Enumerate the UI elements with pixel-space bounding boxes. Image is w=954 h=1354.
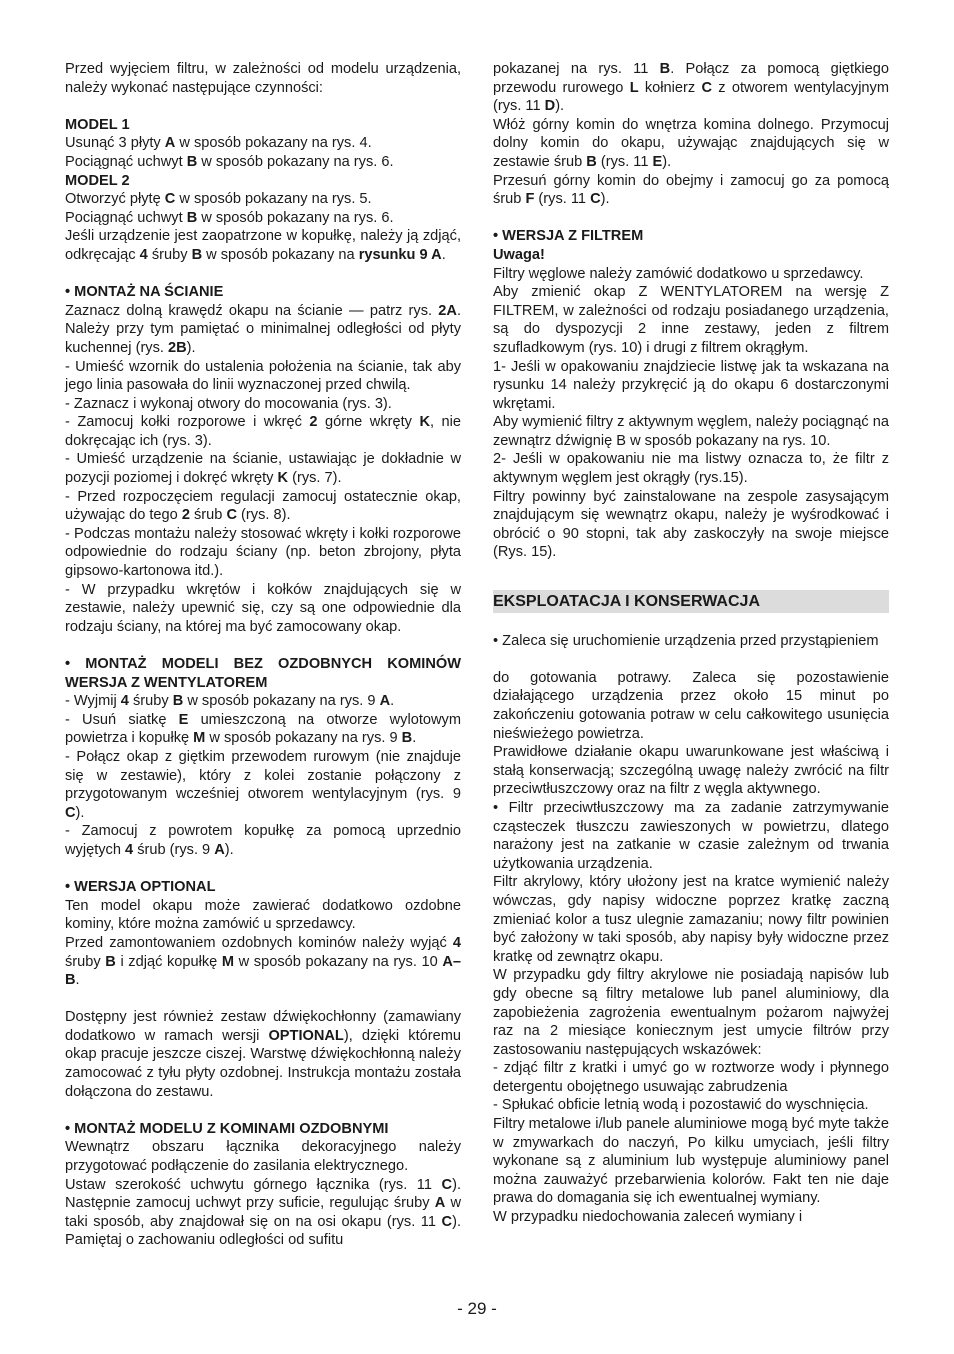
- paragraph: Pociągnąć uchwyt B w sposób pokazany na rys. 6.: [65, 153, 394, 170]
- paragraph: - Umieść urządzenie na ścianie, ustawiając je dokładnie w pozycji poziomej i dokręć wkręty K (rys. 7).: [65, 451, 461, 487]
- paragraph: • MONTAŻ MODELU Z KOMINAMI OZDOBNYMI: [65, 1120, 389, 1137]
- paragraph: Aby zmienić okap Z WENTYLATOREM na wersję Z FILTREM, w zależności od rodzaju posiadanego urządzenia, są do dyspozycji 2 inne zestawy, jeden z filtrem szufladkowym (rys. 10) i drugi z filtrem okrągłym.: [493, 284, 889, 356]
- paragraph: do gotowania potrawy. Zaleca się pozostawienie działającego urządzenia przez około 15 minut po zakończeniu gotowania potraw w celu całkowitego usunięcia nieświeżego powietrza.: [493, 669, 889, 742]
- paragraph: - Wyjmij 4 śruby B w sposób pokazany na rys. 9 A.: [65, 693, 395, 710]
- paragraph: Uwaga!: [493, 246, 545, 263]
- paragraph: - Spłukać obficie letnią wodą i pozostawić do wyschnięcia.: [493, 1097, 869, 1114]
- right-column: [493, 60, 889, 1227]
- paragraph: - Zaznacz i wykonaj otwory do mocowania (rys. 3).: [65, 395, 392, 412]
- paragraph: Przed wyjęciem filtru, w zależności od modelu urządzenia, należy wykonać następujące czynności:: [65, 61, 461, 96]
- paragraph: pokazanej na rys. 11 B. Połącz za pomocą giętkiego przewodu rurowego L kołnierz C z otworem wentylacyjnym (rys. 11 D).: [493, 61, 889, 115]
- paragraph: - Zamocuj z powrotem kopułkę za pomocą uprzednio wyjętych 4 śrub (rys. 9 A).: [65, 823, 461, 858]
- paragraph: MODEL 1: [65, 116, 130, 133]
- paragraph: • Filtr przeciwtłuszczowy ma za zadanie zatrzymywanie cząsteczek tłuszczu zawieszonych w powietrzu, dlatego narażony jest na zatkanie w czasie zależnym od trwania użytkowania urządzenia.: [493, 799, 889, 872]
- paragraph-spacer: [493, 650, 889, 669]
- paragraph: - Umieść wzornik do ustalenia położenia na ścianie, tak aby jego linia pasowała do linii wyznaczonej przed chwilą.: [65, 358, 461, 394]
- paragraph: - zdjąć filtr z kratki i umyć go w roztworze wody i płynnego detergentu obojętnego usuwając zabrudzenia: [493, 1060, 889, 1095]
- paragraph: - W przypadku wkrętów i kołków znajdujących się w zestawie, należy upewnić się, czy są one odpowiednie dla rodzaju ściany, na której ma być zamocowany okap.: [65, 581, 461, 635]
- paragraph-spacer: [65, 1101, 461, 1120]
- paragraph: Włóż górny komin do wnętrza komina dolnego. Przymocuj dolny komin do okapu, używając znajdujących się w zestawie śrub B (rys. 11 E).: [493, 116, 889, 170]
- paragraph: Filtr akrylowy, który ułożony jest na kratce wymienić należy wówczas, gdy napisy widoczne poprzez kratkę zaczną zmieniać kolor a tusz ulegnie zamazaniu; nowy filtr powinien być założony w taki sposób, aby napisy były widoczne przez kratkę od zewnątrz okapu.: [493, 874, 889, 965]
- paragraph: 2- Jeśli w opakowaniu nie ma listwy oznacza to, że filtr z aktywnym węglem jest okrągły (rys.15).: [493, 451, 889, 487]
- paragraph: • Zaleca się uruchomienie urządzenia przed przystąpieniem: [493, 632, 879, 649]
- page-number: - 29 -: [457, 1299, 497, 1318]
- paragraph: Filtry metalowe i/lub panele aluminiowe mogą być myte także w zmywarkach do naczyń, Po kilku umyciach, jeśli filtry wykonane są z aluminium lub występuje aluminiowy panel można zauważyć przebarwienia kolorów. Fakt ten nie daje prawa do domagania się ich ewentualnej wymiany.: [493, 1116, 889, 1207]
- paragraph: 1- Jeśli w opakowaniu znajdziecie listwę jak ta wskazana na rysunku 14 należy przykręcić ją do okapu 6 dostarczonymi wkrętami.: [493, 358, 889, 412]
- paragraph: - Przed rozpoczęciem regulacji zamocuj ostatecznie okap, używając do tego 2 śrub C (rys. 8).: [65, 488, 461, 524]
- paragraph-spacer: [65, 860, 461, 879]
- paragraph-spacer: [65, 97, 461, 116]
- paragraph: - Połącz okap z giętkim przewodem rurowym (nie znajduje się w zestawie), który z kolei zostanie połączony z przygotowanym wcześniej otworem wentylacyjnym (rys. 9 C).: [65, 748, 461, 821]
- paragraph: - Usuń siatkę E umieszczoną na otworze wylotowym powietrza i kopułkę M w sposób pokazany na rys. 9 B.: [65, 711, 462, 747]
- section-heading: EKSPLOATACJA I KONSERWACJA: [493, 590, 889, 613]
- paragraph-spacer: [65, 636, 461, 655]
- paragraph-spacer: [65, 990, 461, 1009]
- paragraph: • WERSJA Z FILTREM: [493, 228, 644, 245]
- left-column: [65, 60, 461, 1250]
- paragraph: Aby wymienić filtry z aktywnym węglem, należy pociągnąć na zewnątrz dźwignię B w sposób pokazany na rys. 10.: [493, 414, 889, 449]
- paragraph: Jeśli urządzenie jest zaopatrzone w kopułkę, należy ją zdjąć, odkręcając 4 śruby B w sposób pokazany na rysunku 9 A.: [65, 228, 461, 263]
- paragraph-spacer: [65, 265, 461, 284]
- paragraph: Przed zamontowaniem ozdobnych kominów należy wyjąć 4 śruby B i zdjąć kopułkę M w sposób pokazany na rys. 10 A–B.: [65, 934, 461, 989]
- paragraph: Filtry powinny być zainstalowane na zespole zasysającym znajdującym się wewnątrz okapu, należy je wyśrodkować i obrócić o 90 stopni, tak aby zaskoczyły na swoje miejsce (Rys. 15).: [493, 488, 889, 561]
- paragraph: Otworzyć płytę C w sposób pokazany na rys. 5.: [65, 191, 372, 208]
- paragraph-spacer: [493, 209, 889, 228]
- paragraph: W przypadku niedochowania zaleceń wymiany i: [493, 1209, 803, 1226]
- paragraph: Wewnątrz obszaru łącznika dekoracyjnego należy przygotować podłączenie do zasilania elektrycznego.: [65, 1139, 461, 1175]
- paragraph: Prawidłowe działanie okapu uwarunkowane jest właściwą i stałą konserwacją; szczególną uwagę należy zwrócić na filtr przeciwtłuszczowy oraz na filtr z węgla aktywnego.: [493, 744, 889, 798]
- paragraph: MODEL 2: [65, 172, 130, 189]
- paragraph-spacer: [493, 613, 889, 632]
- paragraph: - Podczas montażu należy stosować wkręty i kołki rozporowe odpowiednie do rodzaju ściany (np. beton zbrojony, płyta gipsowo-kartonowa itd.).: [65, 525, 461, 580]
- paragraph: Usunąć 3 płyty A w sposób pokazany na rys. 4.: [65, 135, 372, 152]
- paragraph: • MONTAŻ NA ŚCIANIE: [65, 284, 224, 301]
- section-spacer: [493, 562, 889, 590]
- paragraph: Przesuń górny komin do obejmy i zamocuj go za pomocą śrub F (rys. 11 C).: [493, 172, 889, 208]
- paragraph: • MONTAŻ MODELI BEZ OZDOBNYCH KOMINÓW WERSJA Z WENTYLATOREM: [65, 656, 461, 691]
- paragraph: Zaznacz dolną krawędź okapu na ścianie — patrz rys. 2A. Należy przy tym pamiętać o minimalnej odległości od płyty kuchennej (rys. 2B).: [65, 302, 461, 356]
- paragraph: - Zamocuj kołki rozporowe i wkręć 2 górne wkręty K, nie dokręcając ich (rys. 3).: [65, 414, 461, 449]
- paragraph: • WERSJA OPTIONAL: [65, 879, 216, 896]
- paragraph: W przypadku gdy filtry akrylowe nie posiadają napisów lub gdy obecne są filtry metalowe lub panel aluminiowy, dla zapobieżenia zagrożenia ewentualnym pożarom najwyżej raz na 2 miesiące koniecznym jest umycie filtrów przy zastosowaniu następujących wskazówek:: [493, 967, 889, 1058]
- paragraph: Ustaw szerokość uchwytu górnego łącznika (rys. 11 C). Następnie zamocuj uchwyt przy suficie, regulując śruby A w taki sposób, aby znajdował się on na osi okapu (rys. 11 C). Pamiętaj o zachowaniu odległości od sufitu: [65, 1176, 461, 1249]
- paragraph: Ten model okapu może zawierać dodatkowo ozdobne kominy, które można zamówić u sprzedawcy.: [65, 897, 461, 933]
- paragraph: Pociągnąć uchwyt B w sposób pokazany na rys. 6.: [65, 209, 394, 226]
- paragraph: Dostępny jest również zestaw dźwiękochłonny (zamawiany dodatkowo w ramach wersji OPTIONAL), dzięki któremu okap pracuje jeszcze ciszej. Warstwę dźwiękochłonną należy zamocować z tyłu płyty ozdobnej. Instrukcja montażu została dołączona do zestawu.: [65, 1009, 461, 1100]
- paragraph: Filtry węglowe należy zamówić dodatkowo u sprzedawcy.: [493, 265, 864, 282]
